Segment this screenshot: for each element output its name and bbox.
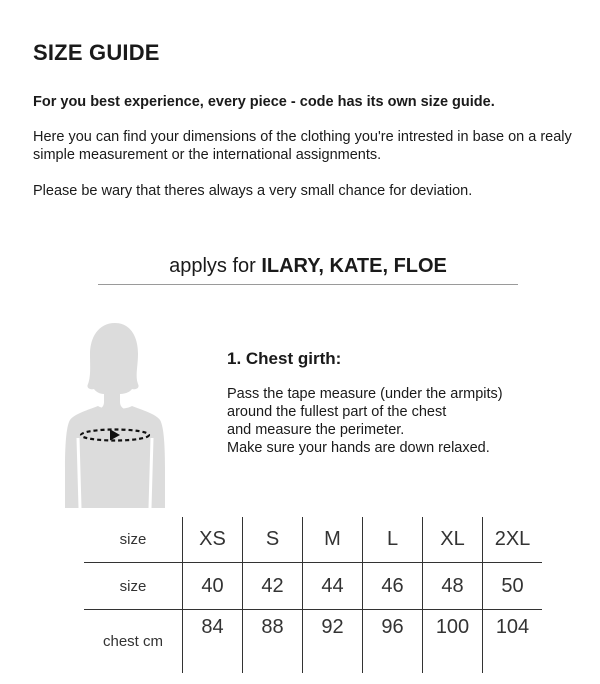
intro-paragraph: Here you can find your dimensions of the clothing you're intrested in base on a realy simple measurement or the international assignments.: [33, 129, 572, 163]
table-cell: 40: [183, 563, 243, 610]
table-row: [84, 563, 542, 610]
table-cell: 50: [483, 563, 543, 610]
table-cell: 92: [303, 610, 363, 674]
divider-rule: [98, 284, 518, 285]
table-cell: 44: [303, 563, 363, 610]
intro-bold-text: For you best experience, every piece - code has its own size guide.: [33, 94, 495, 110]
table-cell: 46: [363, 563, 423, 610]
table-cell: 84: [183, 610, 243, 674]
table-cell: S: [243, 517, 303, 563]
instruction-line: and measure the perimeter.: [227, 422, 405, 438]
table-row: [84, 517, 542, 563]
table-cell: L: [363, 517, 423, 563]
instruction-line: around the fullest part of the chest: [227, 404, 447, 420]
table-cell: 100: [423, 610, 483, 674]
table-cell: 104: [483, 610, 543, 674]
table-cell: XL: [423, 517, 483, 563]
measurement-title: 1. Chest girth:: [227, 349, 342, 368]
measurement-instructions: [227, 385, 567, 457]
size-table: [84, 517, 542, 673]
table-cell: 2XL: [483, 517, 543, 563]
table-row: [84, 610, 542, 674]
table-cell: 42: [243, 563, 303, 610]
table-cell: 88: [243, 610, 303, 674]
instruction-line: Pass the tape measure (under the armpits): [227, 386, 503, 402]
applies-models: ILARY, KATE, FLOE: [261, 255, 447, 277]
table-cell: XS: [183, 517, 243, 563]
page-title: SIZE GUIDE: [33, 40, 160, 65]
table-cell: 96: [363, 610, 423, 674]
row-header: size: [84, 517, 183, 563]
table-cell: M: [303, 517, 363, 563]
figure-head: [87, 323, 138, 410]
row-header: chest cm: [102, 633, 163, 650]
table-cell: 48: [423, 563, 483, 610]
instruction-line: Make sure your hands are down relaxed.: [227, 440, 490, 456]
row-header: size: [84, 563, 183, 610]
female-torso-silhouette-icon: [60, 318, 170, 508]
applies-prefix: applys for: [169, 255, 262, 277]
deviation-note: Please be wary that theres always a very small chance for deviation.: [33, 183, 473, 199]
applies-to-heading: [98, 255, 518, 278]
